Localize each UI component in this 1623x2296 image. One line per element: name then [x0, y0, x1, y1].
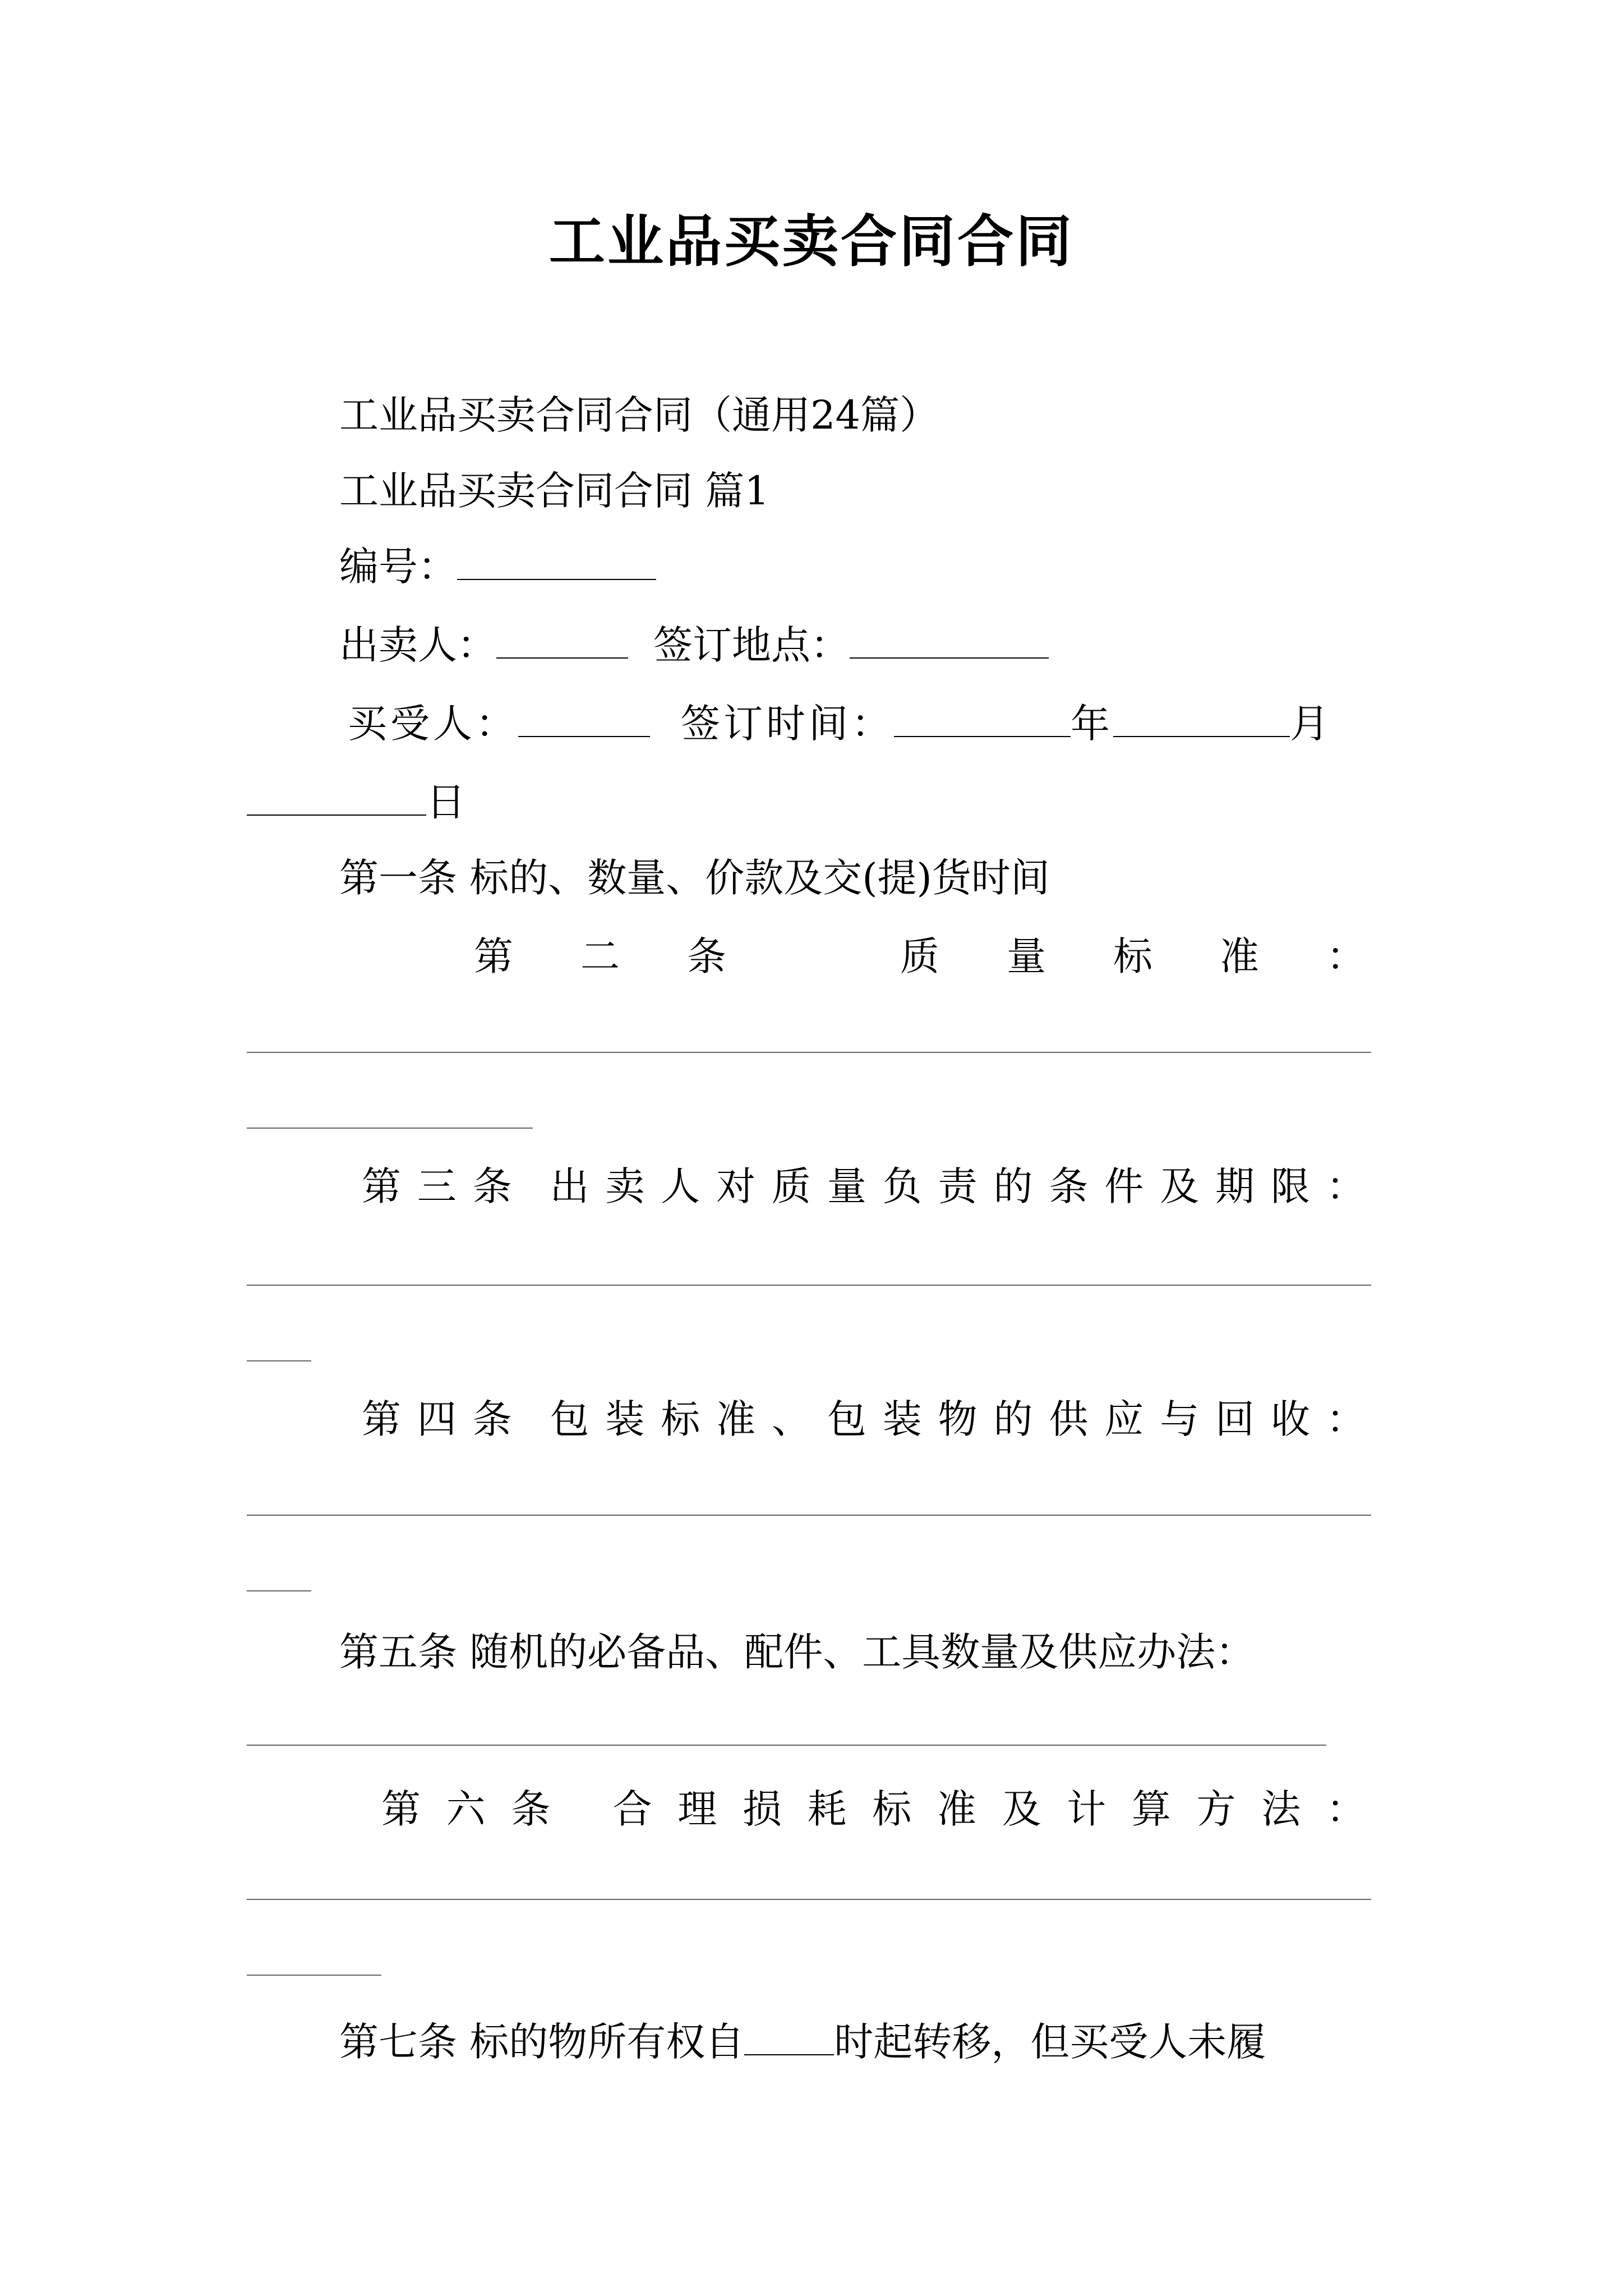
day-label: 日: [426, 779, 465, 825]
day-blank[interactable]: [247, 775, 426, 816]
year-blank[interactable]: [894, 697, 1071, 737]
buyer-blank[interactable]: [518, 697, 650, 737]
sign-time-label: 签订时间：: [681, 701, 894, 747]
seller-row: [339, 617, 1049, 673]
article-1: 第一条 标的、数量、价款及交(提)货时间: [339, 855, 1050, 901]
article-5: 第五条 随机的必备品、配件、工具数量及供应办法：: [339, 1629, 1255, 1675]
article-3-fill-line-1[interactable]: [247, 1285, 1371, 1286]
article-6-fill-line-2[interactable]: [247, 1975, 381, 1976]
article-2-fill-line-1[interactable]: [247, 1052, 1371, 1053]
contract-number-row: [339, 539, 656, 595]
article-3-fill-line-2[interactable]: [247, 1360, 311, 1361]
article-6-fill-line-1[interactable]: [247, 1899, 1371, 1900]
year-label: 年: [1071, 701, 1113, 747]
article-4-fill-line-1[interactable]: [247, 1515, 1371, 1516]
sign-place-blank[interactable]: [850, 618, 1049, 659]
month-label: 月: [1290, 701, 1332, 747]
article-4: 第 四 条 包 装 标 准 、 包 装 物 的 供 应 与 回 收 ：: [362, 1396, 1366, 1442]
article-7-part-2: 时起转移，但买受人未履: [834, 2019, 1266, 2065]
buyer-row: [348, 696, 1332, 752]
article-7-part-1: 第七条 标的物所有权自: [339, 2019, 745, 2065]
sign-place-label: 签订地点：: [653, 622, 850, 668]
document-title: 工业品买卖合同合同: [549, 208, 1074, 274]
article-3: 第 三 条 出 卖 人 对 质 量 负 责 的 条 件 及 期 限 ：: [362, 1163, 1366, 1209]
article-2: 第 二 条 质 量 标 准 ：: [474, 933, 1366, 979]
article-2-fill-line-2[interactable]: [247, 1128, 533, 1129]
seller-label: 出卖人：: [339, 622, 496, 668]
number-label: 编号：: [339, 544, 457, 590]
article-5-fill-line[interactable]: [247, 1745, 1326, 1746]
article-4-fill-line-2[interactable]: [247, 1590, 311, 1591]
day-row: [247, 774, 465, 830]
subtitle: 工业品买卖合同合同（通用24篇）: [339, 392, 939, 438]
article-7-blank[interactable]: [744, 2015, 834, 2055]
article-7: [339, 2014, 1266, 2070]
number-blank[interactable]: [457, 540, 656, 580]
article-6: 第 六 条 合 理 损 耗 标 准 及 计 算 方 法 ：: [381, 1786, 1366, 1832]
buyer-label: 买受人：: [348, 701, 518, 747]
seller-blank[interactable]: [496, 618, 628, 659]
month-blank[interactable]: [1113, 697, 1290, 737]
chapter-heading: 工业品买卖合同合同 篇1: [339, 468, 769, 514]
